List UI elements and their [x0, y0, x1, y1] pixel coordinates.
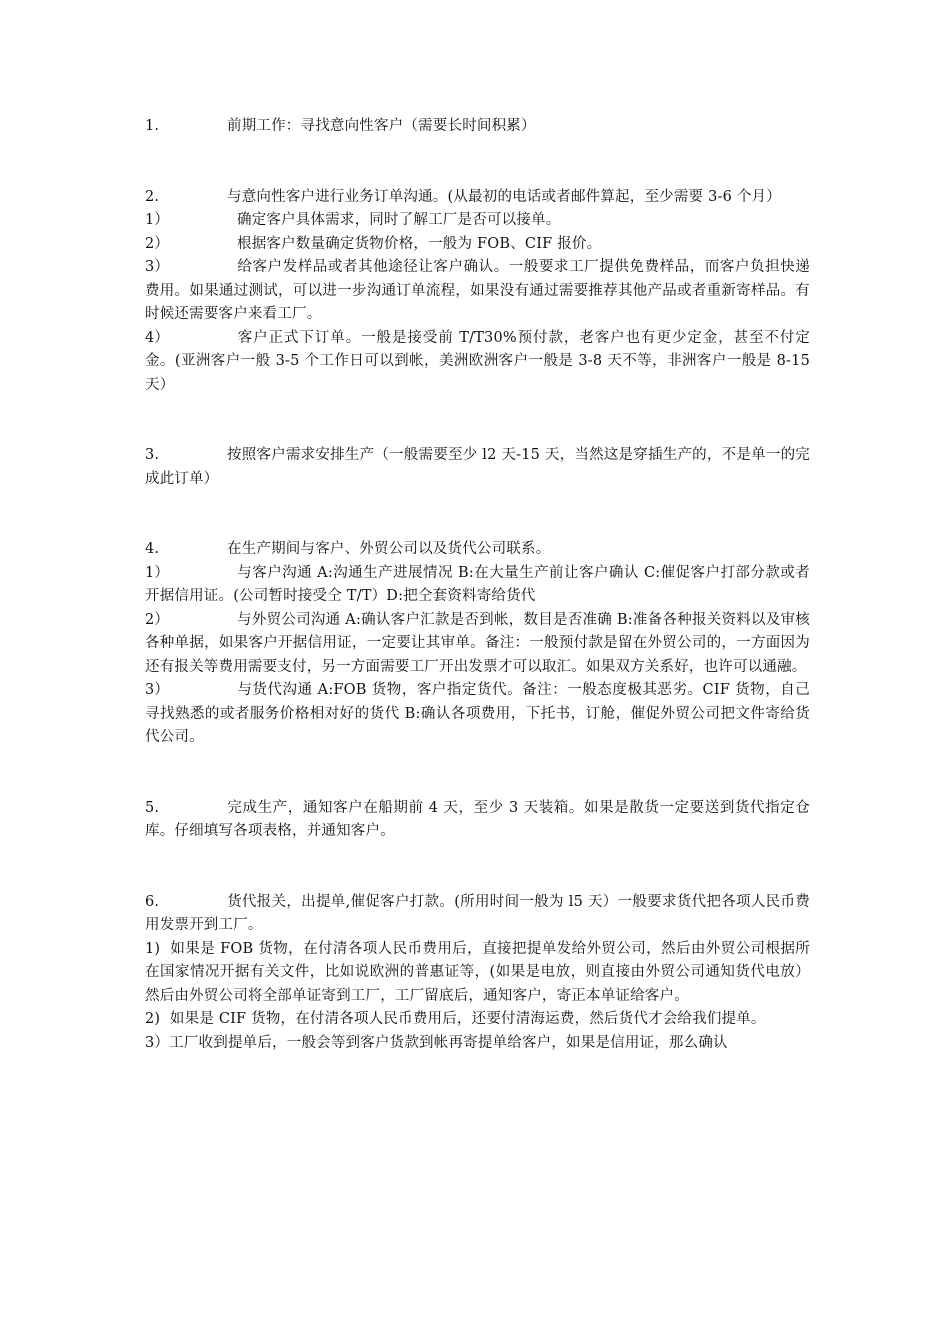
section-number: 1. — [145, 118, 160, 134]
item-number: 1） — [145, 212, 170, 228]
section-title: 完成生产，通知客户在船期前 4 天，至少 3 天装箱。如果是散货一定要送到货代指定仓库。仔细填写各项表格，并通知客户。 — [145, 799, 810, 839]
section-6 — [145, 891, 810, 938]
section-1 — [145, 115, 810, 139]
section-title: 在生产期间与客户、外贸公司以及货代公司联系。 — [227, 541, 551, 557]
item-number: 1) — [145, 940, 161, 957]
section-4 — [145, 538, 810, 562]
item-text: 与客户沟通 A:沟通生产进展情况 B:在大量生产前让客户确认 C:催促客户打部分款或者开据信用证。(公司暂时接受仝 T/T）D:把仝套资料寄给货代 — [145, 564, 810, 604]
document-body — [145, 115, 810, 1055]
item-text: 与外贸公司沟通 A:确认客户汇款是否到帐，数目是否准确 B:准备各种报关资料以及审核各种单据，如果客户开据信用证，一定要让其审单。备注：一般预付款是留在外贸公司的，一方面因为还有报关等费用需要支付，另一方面需要工厂开出发票才可以取汇。如果双方关系好，也许可以通融。 — [145, 611, 810, 675]
item-number: 1） — [145, 564, 170, 581]
item-number: 4） — [145, 329, 170, 346]
section-title: 货代报关，出提单,催促客户打款。(所用时间一般为 l5 天）一般要求货代把各项人民币费用发票开到工厂。 — [145, 893, 810, 933]
section-number: 6. — [145, 893, 160, 910]
item-text: 根据客户数量确定货物价格，一般为 FOB、CIF 报价。 — [237, 235, 602, 252]
item-text: 工厂收到提单后，一般会等到客户货款到帐再寄提单给客户，如果是信用证，那么确认 — [169, 1034, 728, 1051]
section-number: 5. — [145, 799, 160, 816]
section-title: 与意向性客户进行业务订单沟通。(从最初的电话或者邮件算起，至少需要 3-6 个月） — [227, 188, 781, 205]
section-title: 前期工作：寻找意向性客户（需要长时间积累） — [227, 118, 536, 134]
item-number: 3） — [145, 259, 170, 275]
item-text: 与货代沟通 A:FOB 货物，客户指定货代。备注：一般态度极其恶劣。CIF 货物，自己寻找熟悉的或者服务价格相对好的货代 B:确认各项费用，下托书，订舱，催促外贸公司把文件寄给货代公司。 — [145, 682, 810, 745]
section-number: 3. — [145, 447, 160, 463]
list-item — [145, 327, 810, 398]
item-text: 客户正式下订单。一般是接受前 T/T30%预付款，老客户也有更少定金，甚至不付定金。(亚洲客户一般 3-5 个工作日可以到帐，美洲欧洲客户一般是 3-8 天不等，非洲客户一般是 8-15 天） — [145, 329, 810, 393]
item-number: 3） — [145, 682, 170, 698]
item-number: 2） — [145, 611, 170, 628]
item-number: 3） — [145, 1034, 170, 1051]
list-item — [145, 609, 810, 680]
list-item — [145, 938, 810, 1009]
list-item — [145, 1032, 810, 1056]
item-number: 2） — [145, 235, 170, 252]
item-text: 如果是 CIF 货物，在付清各项人民币费用后，还要付清海运费，然后货代才会给我们提单。 — [169, 1011, 766, 1027]
section-3 — [145, 444, 810, 491]
section-2 — [145, 186, 810, 210]
list-item — [145, 209, 810, 233]
section-number: 2. — [145, 188, 160, 205]
list-item — [145, 562, 810, 609]
item-text: 给客户发样品或者其他途径让客户确认。一般要求工厂提供免费样品，而客户负担快递费用。如果通过测试，可以进一步沟通订单流程，如果没有通过需要推荐其他产品或者重新寄样品。有时候还需要客户来看工厂。 — [145, 259, 810, 322]
section-title: 按照客户需求安排生产（一般需要至少 l2 天-15 天，当然这是穿插生产的，不是单一的完成此订单） — [145, 447, 810, 487]
list-item — [145, 233, 810, 257]
item-text: 确定客户具体需求，同时了解工厂是否可以接单。 — [237, 212, 561, 228]
item-text: 如果是 FOB 货物，在付清各项人民币费用后，直接把提单发给外贸公司，然后由外贸公司根据所在国家情况开据有关文件，比如说欧洲的普惠证等，(如果是电放，则直接由外贸公司通知货代电放）然后由外贸公司将全部单证寄到工厂，工厂留底后，通知客户，寄正本单证给客户。 — [145, 940, 810, 1004]
section-number: 4. — [145, 541, 160, 557]
list-item — [145, 1008, 810, 1032]
list-item — [145, 679, 810, 750]
section-5 — [145, 797, 810, 844]
item-number: 2) — [145, 1011, 161, 1027]
list-item — [145, 256, 810, 327]
